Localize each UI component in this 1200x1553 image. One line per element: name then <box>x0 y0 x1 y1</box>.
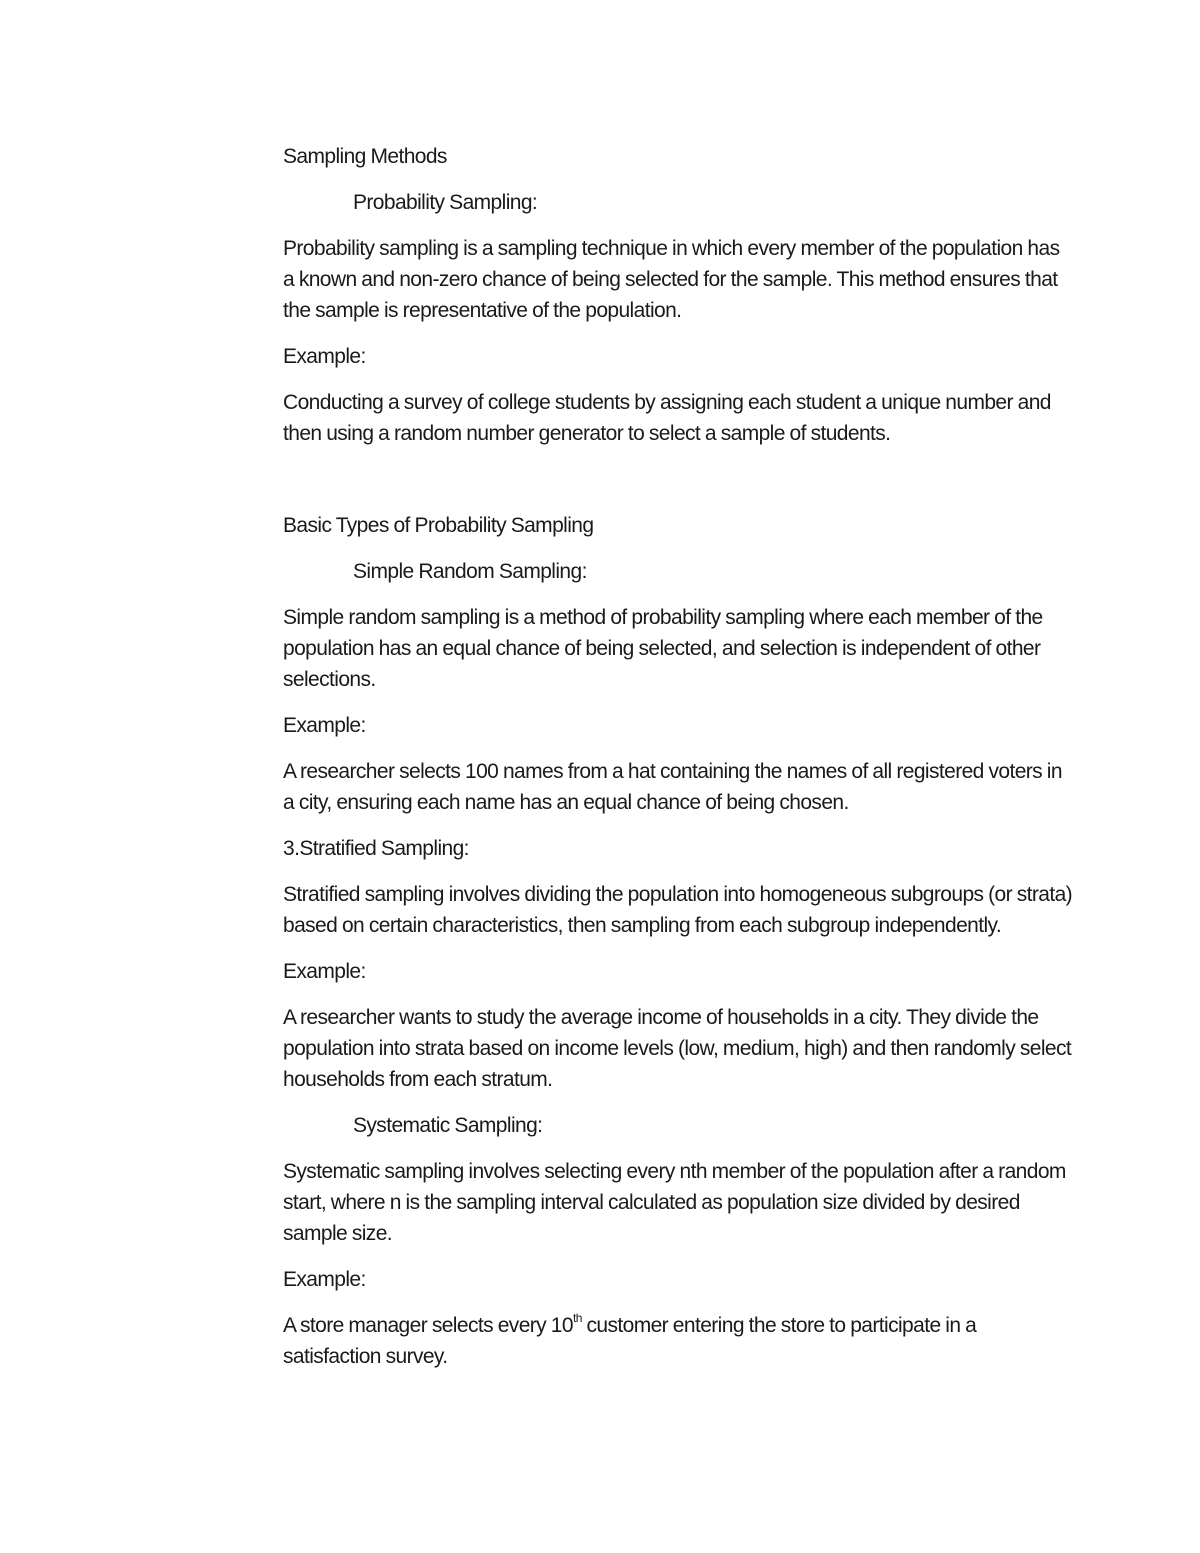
simple-random-definition: Simple random sampling is a method of probability sampling where each member of the population has an equal chance of being selected, and selection is independent of other selections. <box>283 606 1043 691</box>
probability-sampling-heading: Probability Sampling: <box>353 191 538 214</box>
document-body <box>283 141 1073 1387</box>
systematic-example <box>283 1310 1073 1372</box>
basic-types-title: Basic Types of Probability Sampling <box>283 514 594 537</box>
probability-sampling-definition: Probability sampling is a sampling technique in which every member of the population has a known and non-zero chance of being selected for the sample. This method ensures that the sample is representative of the population. <box>283 237 1060 322</box>
probability-sampling-example: Conducting a survey of college students by assigning each student a unique number and then using a random number generator to select a sample of students. <box>283 391 1051 445</box>
probability-sampling-example-label: Example: <box>283 345 366 368</box>
systematic-heading: Systematic Sampling: <box>353 1114 543 1137</box>
systematic-example-text-end: customer entering the store to participate in a satisfaction survey. <box>283 1314 977 1368</box>
ordinal-suffix: th <box>572 1311 582 1325</box>
document-title: Sampling Methods <box>283 145 447 168</box>
systematic-definition: Systematic sampling involves selecting every nth member of the population after a random start, where n is the sampling interval calculated as population size divided by desired sample size. <box>283 1160 1066 1245</box>
simple-random-example: A researcher selects 100 names from a hat containing the names of all registered voters in a city, ensuring each name has an equal chance of being chosen. <box>283 760 1062 814</box>
systematic-example-label: Example: <box>283 1268 366 1291</box>
systematic-example-text-start: A store manager selects every 10 <box>283 1314 573 1337</box>
stratified-definition: Stratified sampling involves dividing the population into homogeneous subgroups (or strata) based on certain characteristics, then sampling from each subgroup independently. <box>283 883 1073 937</box>
stratified-heading: 3.Stratified Sampling: <box>283 837 469 860</box>
section-spacer <box>283 464 1073 510</box>
simple-random-example-label: Example: <box>283 714 366 737</box>
stratified-example: A researcher wants to study the average income of households in a city. They divide the population into strata based on income levels (low, medium, high) and then randomly select households from each stratum. <box>283 1006 1072 1091</box>
simple-random-heading: Simple Random Sampling: <box>353 560 587 583</box>
stratified-example-label: Example: <box>283 960 366 983</box>
